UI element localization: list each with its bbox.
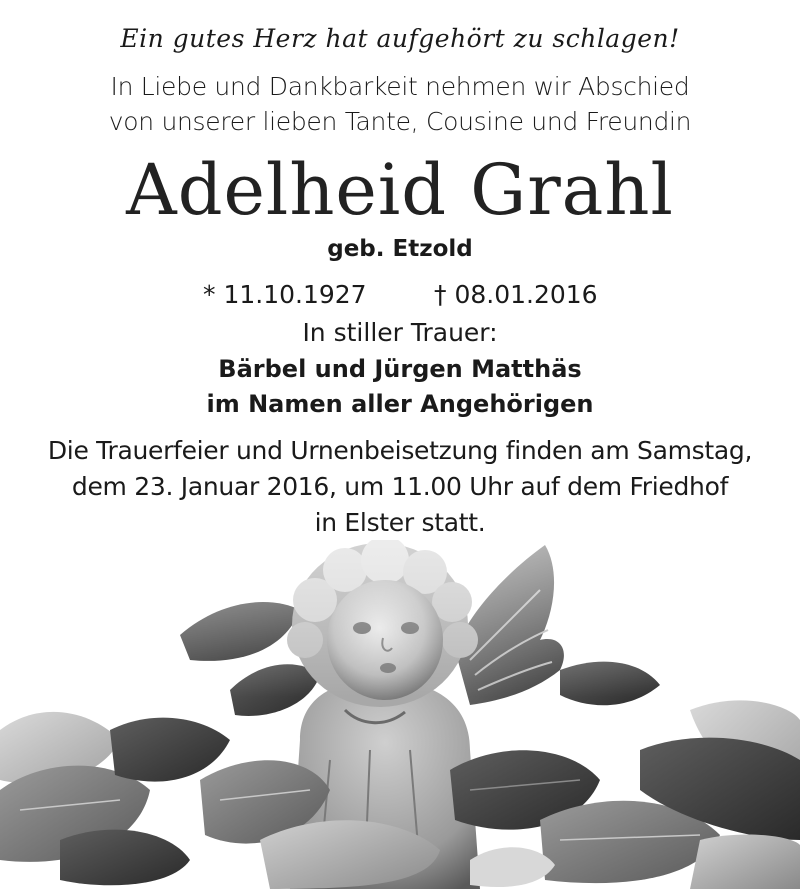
service-line: dem 23. Januar 2016, um 11.00 Uhr auf dem Friedhof — [71, 472, 729, 501]
mourning-label: In stiller Trauer: — [302, 318, 498, 347]
motto: Ein gutes Herz hat aufgehört zu schlagen! — [120, 24, 680, 53]
intro-line: von unserer lieben Tante, Cousine und Freundin — [108, 107, 692, 136]
life-dates — [0, 280, 800, 312]
mourners-line: Bärbel und Jürgen Matthäs — [218, 355, 582, 383]
maiden-name: geb. Etzold — [327, 236, 473, 262]
service-line: Die Trauerfeier und Urnenbeisetzung finden am Samstag, — [47, 436, 753, 465]
angel-figurine-image — [0, 540, 800, 889]
birth-date: * 11.10.1927 — [203, 280, 367, 309]
mourners-line: im Namen aller Angehörigen — [206, 390, 594, 418]
service-line: in Elster statt. — [314, 508, 486, 537]
intro-line: In Liebe und Dankbarkeit nehmen wir Abschied — [110, 72, 690, 101]
deceased-name: Adelheid Grahl — [126, 149, 674, 231]
death-date: † 08.01.2016 — [434, 280, 598, 309]
